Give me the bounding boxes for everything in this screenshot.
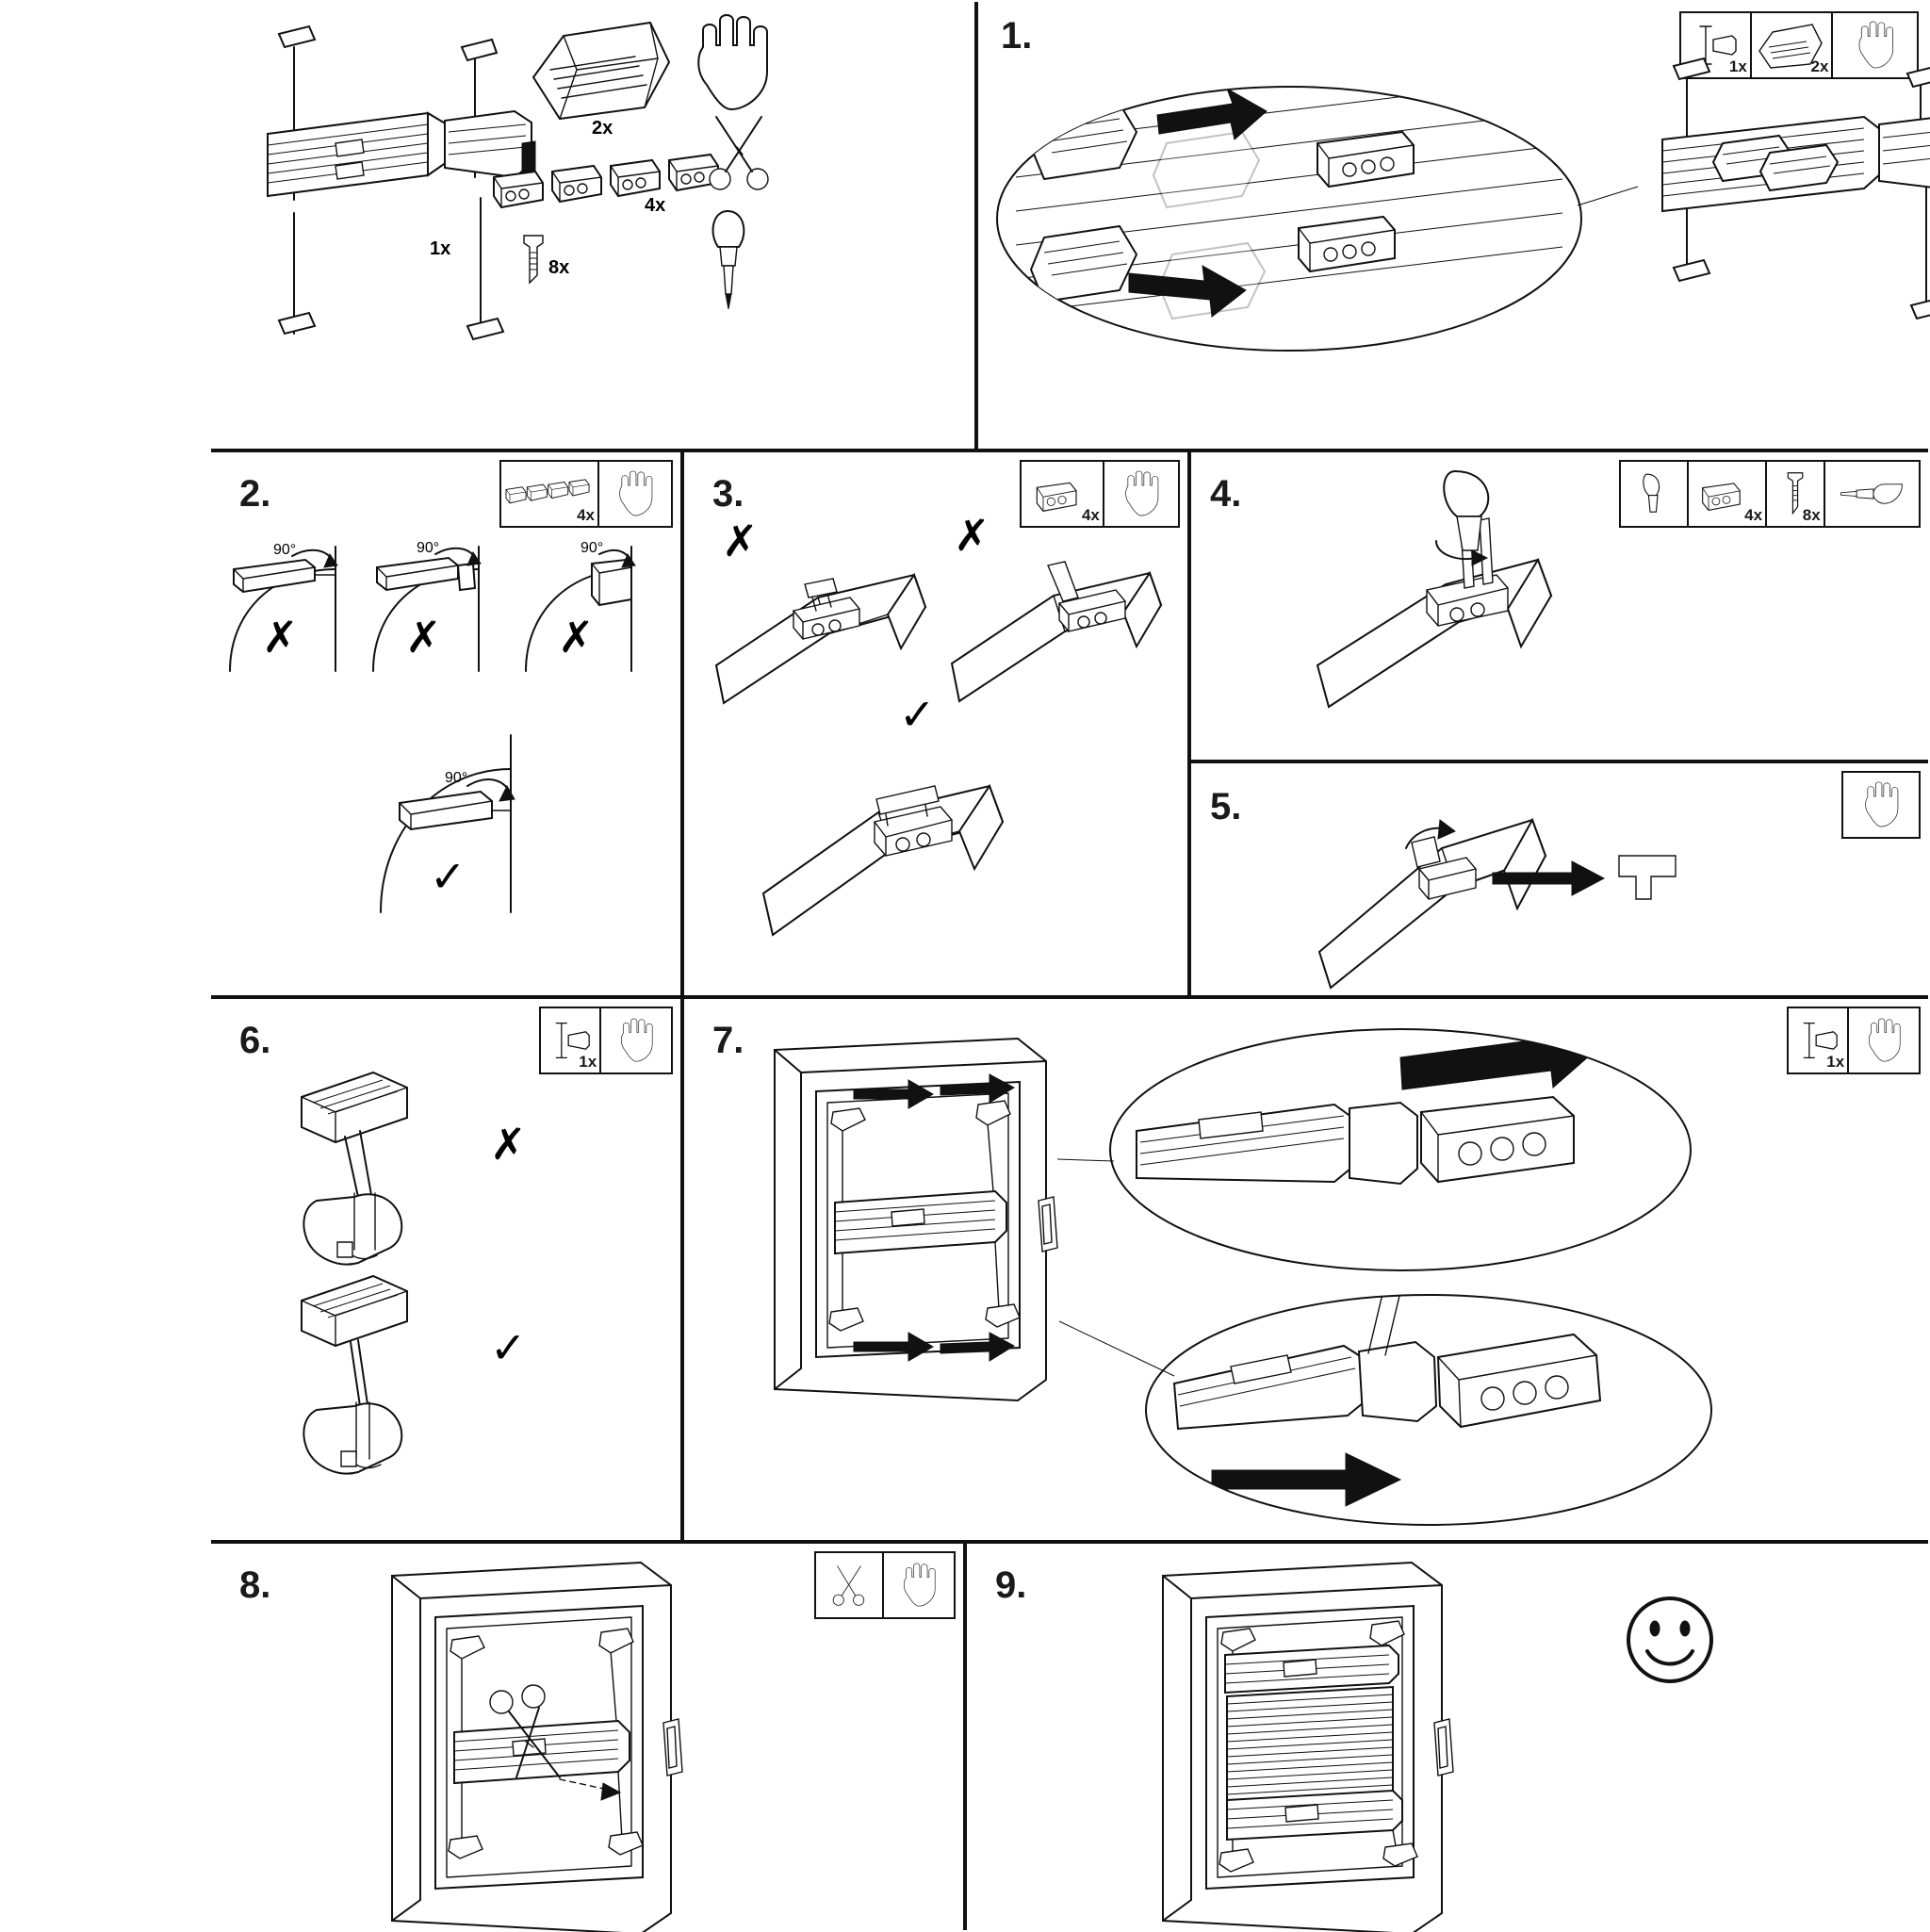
step-7-panel (682, 997, 1928, 1542)
step-2-drawing (211, 452, 682, 999)
mark-ok-1: ✓ (430, 851, 466, 902)
step-8-drawing (211, 1544, 965, 1932)
mark-ok-2: ✓ (899, 689, 936, 740)
qty-1: 1x (1728, 57, 1747, 75)
qty-clip-4x: 4x (1081, 506, 1100, 524)
step-5-drawing (1191, 763, 1930, 999)
step-1-panel (976, 2, 1928, 450)
step-3-drawing (684, 452, 1191, 999)
mark-wrong-6: ✗ (490, 1119, 527, 1170)
step-5-number: 5. (1210, 786, 1242, 827)
qty-clip: 4x (645, 195, 666, 216)
smiley-icon (1628, 1598, 1711, 1681)
qty-blind: 1x (430, 238, 451, 259)
mark-wrong-2: ✗ (405, 612, 442, 663)
qty-rail-1x: 1x (1826, 1053, 1845, 1071)
step-3-number: 3. (712, 473, 744, 515)
angle-label-b: 90° (417, 540, 440, 556)
step-9-number: 9. (995, 1564, 1027, 1606)
qty-clip-4x: 4x (577, 506, 595, 524)
step-1-number: 1. (1001, 15, 1033, 57)
step-8-panel (211, 1542, 965, 1930)
mark-wrong-1: ✗ (262, 612, 299, 663)
step-7-drawing (684, 999, 1930, 1544)
qty-clip-4x: 4x (1744, 506, 1763, 524)
step-9-drawing (967, 1544, 1930, 1932)
qty-screw: 8x (548, 257, 570, 278)
mark-wrong-5: ✗ (954, 510, 990, 561)
angle-label-a: 90° (273, 542, 297, 558)
angle-label-d: 90° (445, 770, 468, 786)
parts-drawing (211, 2, 976, 450)
step-6-drawing (211, 999, 682, 1544)
step-3-panel (682, 450, 1189, 997)
qty-screw-8x: 8x (1802, 506, 1821, 524)
mark-wrong-3: ✗ (558, 612, 595, 663)
mark-wrong-4: ✗ (722, 516, 759, 566)
step-4-drawing (1191, 452, 1930, 763)
step-6-number: 6. (239, 1020, 271, 1061)
angle-label-c: 90° (581, 540, 604, 556)
qty-2: 2x (1810, 57, 1829, 75)
step-7-number: 7. (712, 1020, 744, 1061)
step-6-panel (211, 997, 682, 1542)
mark-ok-3: ✓ (490, 1322, 527, 1373)
step-2-panel (211, 450, 682, 997)
step-4-panel (1189, 450, 1928, 761)
step-1-drawing (978, 2, 1930, 450)
qty-rail-1x: 1x (579, 1053, 597, 1071)
step-9-panel (965, 1542, 1928, 1930)
step-2-number: 2. (239, 473, 271, 515)
step-8-number: 8. (239, 1564, 271, 1606)
step-5-panel (1189, 761, 1928, 997)
parts-panel (211, 2, 976, 450)
qty-clamp: 2x (592, 118, 613, 139)
step-4-number: 4. (1210, 473, 1242, 515)
